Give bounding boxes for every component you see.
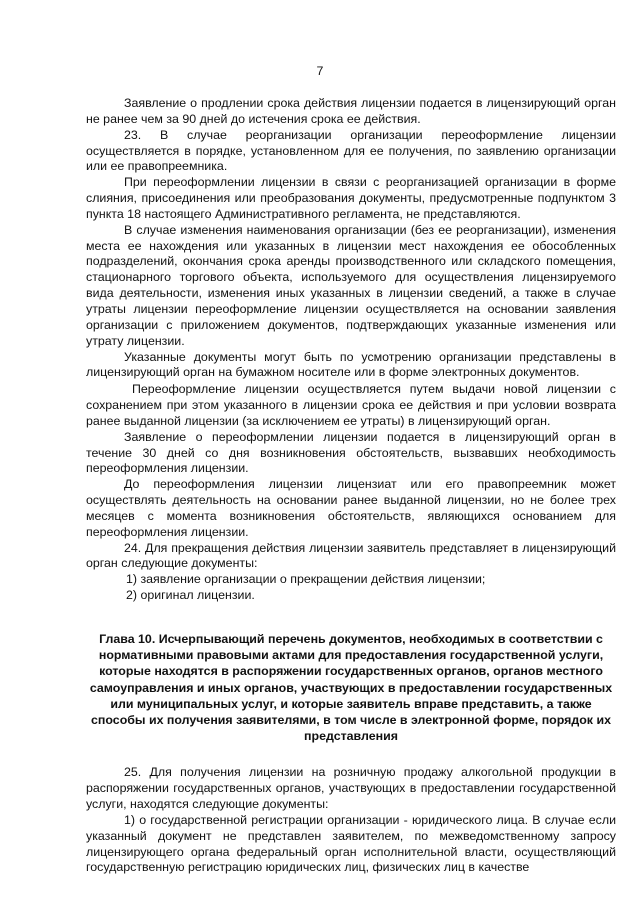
paragraph: Переоформление лицензии осуществляется путем выдачи новой лицензии с сохранением при этом указанного в лицензии срока ее действия и при условии возврата ранее выданной лицензии (за исключением ее утраты) в лицензирующий орган. — [86, 382, 616, 428]
paragraph: Заявление о переоформлении лицензии подается в лицензирующий орган в течение 30 дней со дня возникновения обстоятельств, вызвавших необходимость переоформления лицензии. — [86, 429, 616, 476]
list-item: 1) заявление организации о прекращении действия лицензии; — [126, 572, 486, 587]
chapter-heading: Глава 10. Исчерпывающий перечень документов, необходимых в соответствии с нормативными правовыми актами для предоставления государственной услуги, которые находятся в распоряжении государственных органов, органов местного самоуправления и иных органов, участвующих в предоставлении государственных или муниципальных услуг, и которые заявитель вправе представить, а также способы их получения заявителями, в том числе в электронной форме, порядок их представления — [89, 632, 613, 744]
paragraph: Указанные документы могут быть по усмотрению организации представлены в лицензирующий орган на бумажном носителе или в форме электронных документов. — [86, 349, 616, 380]
list-item: 2) оригинал лицензии. — [126, 588, 255, 603]
paragraph: В случае изменения наименования организации (без ее реорганизации), изменения места ее нахождения или указанных в лицензии мест нахождения ее обособленных подразделений, окончания срока аренды производственного или складского помещения, стационарного торгового объекта, используемого для осуществления лицензируемого вида деятельности, изменения иных указанных в лицензии сведений, а также в случае утраты лицензии переоформление лицензии осуществляется на основании заявления организации с приложением документов, подтверждающих указанные изменения или утрату лицензии. — [86, 222, 616, 348]
page-number: 7 — [316, 64, 324, 78]
paragraph: 24. Для прекращения действия лицензии заявитель представляет в лицензирующий орган следующие документы: — [86, 540, 616, 571]
paragraph: 25. Для получения лицензии на розничную продажу алкогольной продукции в распоряжении государственных органов, участвующих в предоставлении государственной услуги, находятся следующие документы: — [86, 765, 616, 812]
paragraph: До переоформления лицензии лицензиат или его правопреемник может осуществлять деятельность на основании ранее выданной лицензии, но не более трех месяцев с момента возникновения обстоятельств, являющихся основанием для переоформления лицензии. — [86, 477, 616, 539]
paragraph: 1) о государственной регистрации организации - юридического лица. В случае если указанный документ не представлен заявителем, по межведомственному запросу лицензирующего органа федеральный орган исполнительной власти, осуществляющий государственную регистрацию юридических лиц, физических лиц в качестве — [86, 812, 616, 875]
paragraph: 23. В случае реорганизации организации переоформление лицензии осуществляется в порядке, установленном для ее получения, по заявлению организации или ее правопреемника. — [86, 127, 616, 174]
document-body — [86, 96, 616, 876]
paragraph: При переоформлении лицензии в связи с реорганизацией организации в форме слияния, присоединения или преобразования документы, предусмотренные подпунктом 3 пункта 18 настоящего Административного регламента, не представляются. — [86, 175, 616, 221]
paragraph: Заявление о продлении срока действия лицензии подается в лицензирующий орган не ранее чем за 90 дней до истечения срока ее действия. — [86, 96, 616, 126]
